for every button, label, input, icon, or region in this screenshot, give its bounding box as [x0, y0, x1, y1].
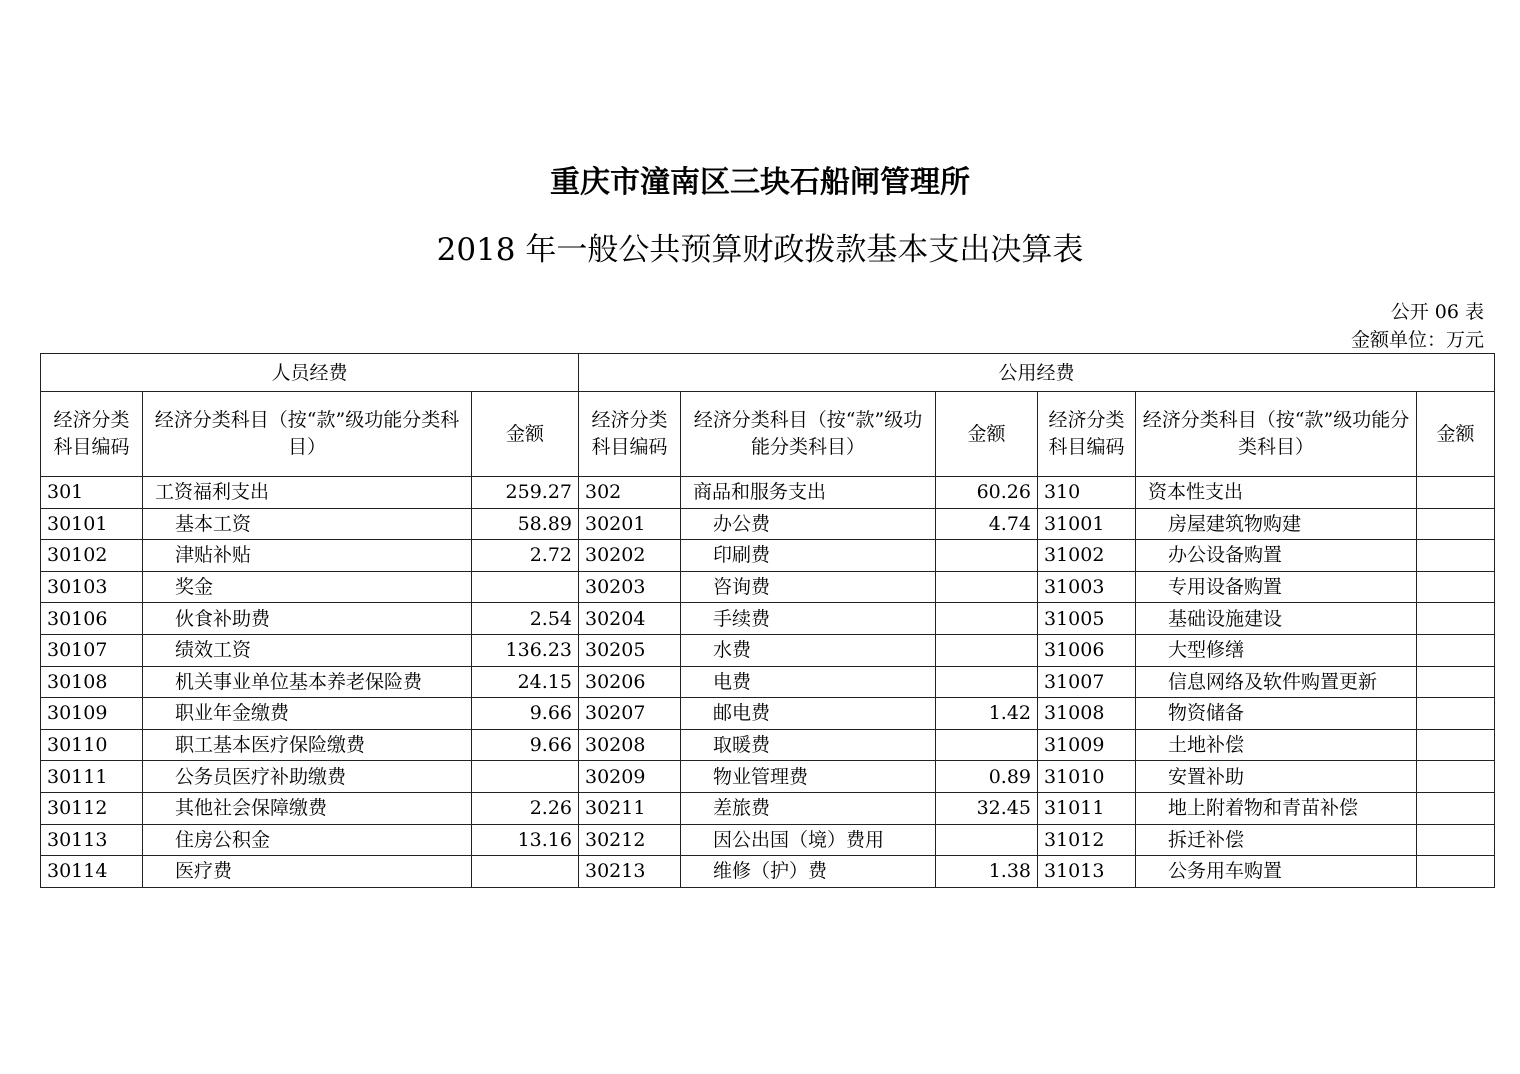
item-code-cell: 30205 — [579, 634, 681, 666]
amount-cell — [1417, 792, 1495, 824]
item-code-cell: 30202 — [579, 540, 681, 572]
item-code-cell: 30110 — [41, 729, 143, 761]
item-name-cell: 维修（护）费 — [681, 856, 936, 888]
amount-cell: 9.66 — [472, 698, 579, 730]
amount-cell: 4.74 — [936, 508, 1038, 540]
item-code-cell: 30201 — [579, 508, 681, 540]
item-code-cell: 30106 — [41, 603, 143, 635]
table-row — [41, 729, 1495, 761]
item-code-cell: 31006 — [1038, 634, 1136, 666]
amount-cell — [1417, 729, 1495, 761]
amount-cell — [472, 571, 579, 603]
header-amount: 金额 — [936, 392, 1038, 477]
item-name-cell: 基础设施建设 — [1136, 603, 1417, 635]
item-name-cell: 绩效工资 — [143, 634, 472, 666]
item-name-cell: 基本工资 — [143, 508, 472, 540]
item-name-cell: 办公费 — [681, 508, 936, 540]
table-row — [41, 698, 1495, 730]
item-name-cell: 物资储备 — [1136, 698, 1417, 730]
item-name-cell: 工资福利支出 — [143, 477, 472, 509]
amount-cell: 60.26 — [936, 477, 1038, 509]
table-row — [41, 792, 1495, 824]
table-row — [41, 540, 1495, 572]
amount-cell: 24.15 — [472, 666, 579, 698]
item-name-cell: 职业年金缴费 — [143, 698, 472, 730]
item-code-cell: 30108 — [41, 666, 143, 698]
item-name-cell: 因公出国（境）费用 — [681, 824, 936, 856]
item-name-cell: 安置补助 — [1136, 761, 1417, 793]
item-code-cell: 30103 — [41, 571, 143, 603]
item-code-cell: 30111 — [41, 761, 143, 793]
item-name-cell: 取暖费 — [681, 729, 936, 761]
amount-cell: 259.27 — [472, 477, 579, 509]
item-code-cell: 31013 — [1038, 856, 1136, 888]
item-name-cell: 差旅费 — [681, 792, 936, 824]
table-row — [41, 571, 1495, 603]
table-row — [41, 856, 1495, 888]
item-name-cell: 其他社会保障缴费 — [143, 792, 472, 824]
item-code-cell: 301 — [41, 477, 143, 509]
item-code-cell: 31001 — [1038, 508, 1136, 540]
table-row — [41, 824, 1495, 856]
item-code-cell: 31012 — [1038, 824, 1136, 856]
amount-cell: 13.16 — [472, 824, 579, 856]
item-name-cell: 拆迁补偿 — [1136, 824, 1417, 856]
item-name-cell: 职工基本医疗保险缴费 — [143, 729, 472, 761]
item-code-cell: 31011 — [1038, 792, 1136, 824]
group-personnel: 人员经费 — [41, 354, 579, 392]
header-name: 经济分类科目（按“款”级功能分类科目） — [681, 392, 936, 477]
item-name-cell: 咨询费 — [681, 571, 936, 603]
item-name-cell: 水费 — [681, 634, 936, 666]
item-name-cell: 房屋建筑物购建 — [1136, 508, 1417, 540]
group-public: 公用经费 — [579, 354, 1495, 392]
amount-cell — [1417, 634, 1495, 666]
item-code-cell: 31003 — [1038, 571, 1136, 603]
header-amount: 金额 — [472, 392, 579, 477]
group-header-row — [41, 354, 1495, 392]
item-name-cell: 手续费 — [681, 603, 936, 635]
item-code-cell: 30112 — [41, 792, 143, 824]
item-name-cell: 物业管理费 — [681, 761, 936, 793]
item-code-cell: 30211 — [579, 792, 681, 824]
item-name-cell: 专用设备购置 — [1136, 571, 1417, 603]
form-number: 公开 06 表 — [1390, 301, 1484, 323]
item-name-cell: 电费 — [681, 666, 936, 698]
item-name-cell: 伙食补助费 — [143, 603, 472, 635]
table-row — [41, 634, 1495, 666]
item-code-cell: 30207 — [579, 698, 681, 730]
item-name-cell: 办公设备购置 — [1136, 540, 1417, 572]
item-code-cell: 30102 — [41, 540, 143, 572]
item-code-cell: 30204 — [579, 603, 681, 635]
amount-cell: 2.26 — [472, 792, 579, 824]
item-name-cell: 津贴补贴 — [143, 540, 472, 572]
amount-cell: 58.89 — [472, 508, 579, 540]
item-name-cell: 大型修缮 — [1136, 634, 1417, 666]
amount-cell — [472, 856, 579, 888]
amount-cell — [936, 540, 1038, 572]
item-code-cell: 30208 — [579, 729, 681, 761]
header-amount: 金额 — [1417, 392, 1495, 477]
item-code-cell: 310 — [1038, 477, 1136, 509]
item-code-cell: 31008 — [1038, 698, 1136, 730]
header-name: 经济分类科目（按“款”级功能分类科目） — [143, 392, 472, 477]
item-code-cell: 31010 — [1038, 761, 1136, 793]
amount-cell — [936, 571, 1038, 603]
item-name-cell: 奖金 — [143, 571, 472, 603]
amount-cell — [936, 634, 1038, 666]
item-name-cell: 商品和服务支出 — [681, 477, 936, 509]
header-name: 经济分类科目（按“款”级功能分类科目） — [1136, 392, 1417, 477]
item-name-cell: 公务用车购置 — [1136, 856, 1417, 888]
item-name-cell: 信息网络及软件购置更新 — [1136, 666, 1417, 698]
amount-cell — [1417, 603, 1495, 635]
amount-cell — [472, 761, 579, 793]
page-subtitle: 2018 年一般公共预算财政拨款基本支出决算表 — [436, 232, 1084, 268]
item-code-cell: 30213 — [579, 856, 681, 888]
item-code-cell: 31007 — [1038, 666, 1136, 698]
amount-cell — [1417, 540, 1495, 572]
item-code-cell: 30101 — [41, 508, 143, 540]
amount-cell: 0.89 — [936, 761, 1038, 793]
amount-cell: 136.23 — [472, 634, 579, 666]
table-row — [41, 508, 1495, 540]
amount-cell: 32.45 — [936, 792, 1038, 824]
amount-cell — [1417, 698, 1495, 730]
amount-cell — [936, 824, 1038, 856]
amount-cell — [1417, 761, 1495, 793]
item-code-cell: 30114 — [41, 856, 143, 888]
item-code-cell: 31009 — [1038, 729, 1136, 761]
header-code: 经济分类科目编码 — [41, 392, 143, 477]
item-name-cell: 医疗费 — [143, 856, 472, 888]
item-code-cell: 30113 — [41, 824, 143, 856]
amount-cell: 9.66 — [472, 729, 579, 761]
table-row — [41, 761, 1495, 793]
amount-cell — [1417, 571, 1495, 603]
item-name-cell: 地上附着物和青苗补偿 — [1136, 792, 1417, 824]
amount-cell — [936, 666, 1038, 698]
page-title: 重庆市潼南区三块石船闸管理所 — [550, 165, 970, 200]
item-code-cell: 302 — [579, 477, 681, 509]
header-code: 经济分类科目编码 — [579, 392, 681, 477]
table-row — [41, 477, 1495, 509]
item-code-cell: 31005 — [1038, 603, 1136, 635]
item-code-cell: 30107 — [41, 634, 143, 666]
item-name-cell: 土地补偿 — [1136, 729, 1417, 761]
amount-cell — [1417, 666, 1495, 698]
column-header-row — [41, 392, 1495, 477]
amount-cell — [936, 603, 1038, 635]
amount-cell — [1417, 477, 1495, 509]
item-code-cell: 31002 — [1038, 540, 1136, 572]
amount-cell — [1417, 856, 1495, 888]
item-name-cell: 印刷费 — [681, 540, 936, 572]
item-name-cell: 公务员医疗补助缴费 — [143, 761, 472, 793]
item-name-cell: 资本性支出 — [1136, 477, 1417, 509]
item-code-cell: 30203 — [579, 571, 681, 603]
amount-cell: 2.54 — [472, 603, 579, 635]
amount-cell: 2.72 — [472, 540, 579, 572]
header-code: 经济分类科目编码 — [1038, 392, 1136, 477]
item-code-cell: 30206 — [579, 666, 681, 698]
amount-unit: 金额单位：万元 — [1350, 329, 1484, 351]
amount-cell: 1.38 — [936, 856, 1038, 888]
item-code-cell: 30209 — [579, 761, 681, 793]
expenditure-table — [40, 353, 1495, 888]
amount-cell — [1417, 508, 1495, 540]
item-code-cell: 30212 — [579, 824, 681, 856]
table-row — [41, 603, 1495, 635]
item-name-cell: 机关事业单位基本养老保险费 — [143, 666, 472, 698]
amount-cell — [936, 729, 1038, 761]
amount-cell — [1417, 824, 1495, 856]
item-code-cell: 30109 — [41, 698, 143, 730]
table-row — [41, 666, 1495, 698]
item-name-cell: 邮电费 — [681, 698, 936, 730]
item-name-cell: 住房公积金 — [143, 824, 472, 856]
amount-cell: 1.42 — [936, 698, 1038, 730]
